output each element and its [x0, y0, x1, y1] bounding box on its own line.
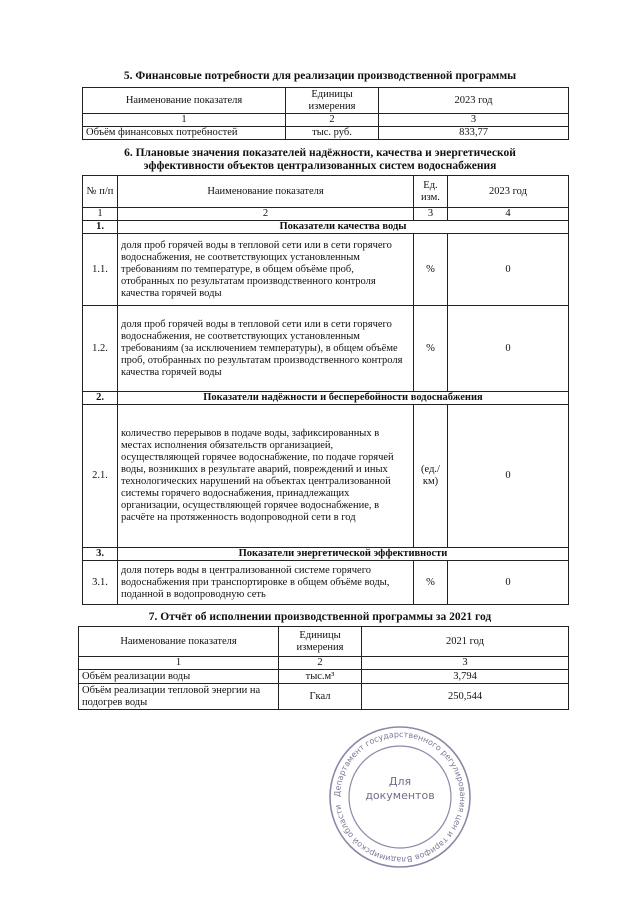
- group-title: Показатели надёжности и бесперебойности водоснабжения: [118, 392, 569, 405]
- column-number: 3: [362, 657, 569, 670]
- financial-needs-table: [82, 87, 569, 140]
- row-description: доля проб горячей воды в тепловой сети или в сети горячего водоснабжения, не соответствующих установленным требованиям (за исключением температуры), в общем объёме проб, отобранных по результатам производственного контроля качества горячей воды: [118, 306, 414, 392]
- row-name: Объём финансовых потребностей: [83, 127, 286, 140]
- row-description: доля потерь воды в централизованной системе горячего водоснабжения при транспортировке в общем объёме воды, поданной в водопроводную сеть: [118, 561, 414, 605]
- group-number: 3.: [83, 548, 118, 561]
- row-name: Объём реализации тепловой энергии на подогрев воды: [79, 684, 279, 710]
- row-number: 1.2.: [83, 306, 118, 392]
- column-number: 1: [83, 114, 286, 127]
- row-unit: %: [414, 234, 448, 306]
- row-unit: (ед./км): [414, 405, 448, 548]
- section-7-title: 7. Отчёт об исполнении производственной программы за 2021 год: [148, 611, 492, 623]
- header-year: 2023 год: [448, 176, 569, 208]
- row-unit: тыс.м³: [279, 670, 362, 684]
- row-number: 1.1.: [83, 234, 118, 306]
- column-number: 4: [448, 208, 569, 221]
- row-number: 2.1.: [83, 405, 118, 548]
- row-value: 0: [448, 561, 569, 605]
- group-title: Показатели энергетической эффективности: [118, 548, 569, 561]
- row-value: 0: [448, 405, 569, 548]
- stamp-ring-text: Департамент государственного регулирования цен и тарифов Владимирской области: [332, 729, 468, 865]
- row-value: 0: [448, 234, 569, 306]
- row-unit: тыс. руб.: [286, 127, 379, 140]
- group-title: Показатели качества воды: [118, 221, 569, 234]
- column-number: 3: [379, 114, 569, 127]
- column-number: 1: [79, 657, 279, 670]
- header-year: 2023 год: [379, 88, 569, 114]
- program-report-table: [78, 626, 569, 710]
- column-number: 2: [118, 208, 414, 221]
- header-indicator-name: Наименование показателя: [118, 176, 414, 208]
- row-value: 0: [448, 306, 569, 392]
- column-number: 1: [83, 208, 118, 221]
- row-description: количество перерывов в подаче воды, зафиксированных в местах исполнения обязательств организацией, осуществляющей горячее водоснабжение, по подаче горячей воды, возникших в результате аварий, повреждений и иных технологических нарушений на объектах централизованной системы горячего водоснабжения, принадлежащих организации, осуществляющей горячее водоснабжение, в расчёте на протяженность водопроводной сети в год: [118, 405, 414, 548]
- header-units: Единицы измерения: [279, 627, 362, 657]
- group-number: 1.: [83, 221, 118, 234]
- stamp-center-text: Для документов: [365, 775, 435, 802]
- row-description: доля проб горячей воды в тепловой сети или в сети горячего водоснабжения, не соответствующих установленным требованиям по температуре, в общем объёме проб, отобранных по результатам производственного контроля качества горячей воды: [118, 234, 414, 306]
- header-indicator-name: Наименование показателя: [79, 627, 279, 657]
- section-6-title-line-1: 6. Плановые значения показателей надёжности, качества и энергетической: [124, 147, 516, 159]
- row-unit: %: [414, 306, 448, 392]
- header-unit: Ед. изм.: [414, 176, 448, 208]
- row-unit: Гкал: [279, 684, 362, 710]
- header-units: Единицы измерения: [286, 88, 379, 114]
- section-5-title: 5. Финансовые потребности для реализации производственной программы: [123, 70, 517, 82]
- header-year: 2021 год: [362, 627, 569, 657]
- row-number: 3.1.: [83, 561, 118, 605]
- section-6-title-line-2: эффективности объектов централизованных систем водоснабжения: [143, 160, 497, 172]
- row-value: 833,77: [379, 127, 569, 140]
- header-indicator-name: Наименование показателя: [83, 88, 286, 114]
- header-number: № п/п: [83, 176, 118, 208]
- official-stamp: [320, 717, 480, 877]
- column-number: 2: [279, 657, 362, 670]
- row-value: 250,544: [362, 684, 569, 710]
- column-number: 3: [414, 208, 448, 221]
- indicators-table: [82, 175, 569, 605]
- row-unit: %: [414, 561, 448, 605]
- group-number: 2.: [83, 392, 118, 405]
- row-name: Объём реализации воды: [79, 670, 279, 684]
- row-value: 3,794: [362, 670, 569, 684]
- column-number: 2: [286, 114, 379, 127]
